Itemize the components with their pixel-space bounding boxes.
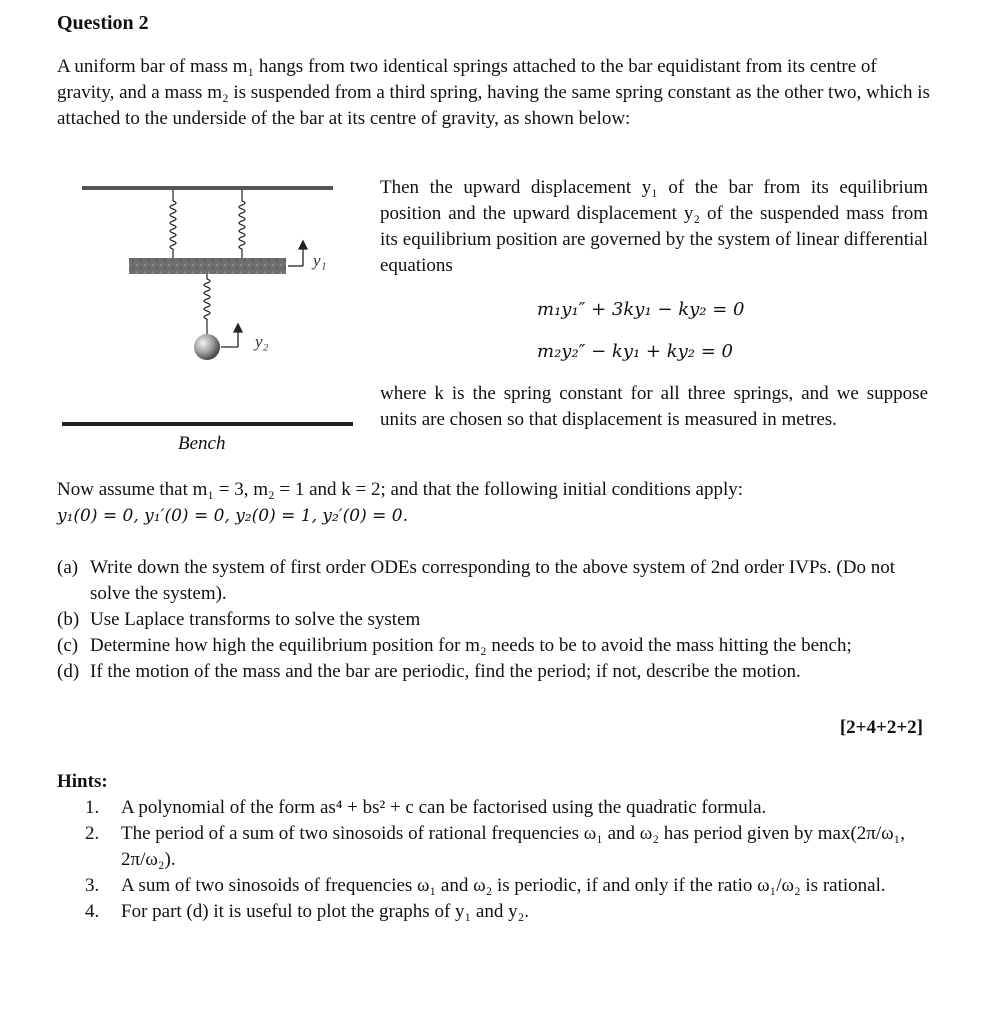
- part-label: (c): [57, 635, 79, 656]
- hint-number: 2.: [85, 823, 100, 844]
- uniform-bar: [129, 258, 286, 274]
- part-text: Write down the system of first order ODEs corresponding to the above system of 2nd order IVPs. (Do not solve the system).: [90, 557, 895, 604]
- y1-label: y₁: [313, 251, 327, 270]
- hints-list: [85, 795, 925, 925]
- question-intro: A uniform bar of mass m₁ hangs from two identical springs attached to the bar equidistant from its centre of gravity, and a mass m₂ is suspended from a third spring, having the same spring constant as the other two, which is attached to the underside of the bar at its centre of gravity, as shown below:: [57, 56, 930, 129]
- assumptions: [57, 477, 937, 529]
- part-d: [57, 659, 937, 685]
- bench-label: Bench: [178, 433, 226, 454]
- hint-number: 1.: [85, 797, 100, 818]
- assumptions-line: Now assume that m₁ = 3, m₂ = 1 and k = 2; and that the following initial conditions apply:: [57, 479, 744, 500]
- initial-conditions: y₁(0) = 0, y₁′(0) = 0, y₂(0) = 1, y₂′(0) = 0.: [57, 506, 409, 526]
- question-title: Question 2: [57, 12, 149, 34]
- part-a: [57, 555, 937, 607]
- displacement-description: Then the upward displacement y₁ of the bar from its equilibrium position and the upward displacement y₂ of the suspended mass from its equilibrium position are governed by the system of linear differential equations: [380, 177, 928, 276]
- spring-left: [170, 190, 176, 258]
- hint-item: [85, 795, 925, 821]
- hint-text: A sum of two sinosoids of frequencies ω₁ and ω₂ is periodic, if and only if the ratio ω₁/ω₂ is rational.: [121, 875, 886, 896]
- hint-text: The period of a sum of two sinosoids of rational frequencies ω₁ and ω₂ has period given by max(2π/ω₁, 2π/ω₂).: [121, 823, 906, 870]
- equation-1: m₁y₁″ + 3ky₁ − ky₂ = 0: [537, 299, 745, 320]
- question-parts: [57, 555, 937, 685]
- y2-arrow-icon: [221, 324, 242, 347]
- part-text: Determine how high the equilibrium position for m₂ needs to be to avoid the mass hitting the bench;: [90, 635, 852, 656]
- hints-title: Hints:: [57, 771, 108, 792]
- hint-item: [85, 821, 925, 873]
- part-c: [57, 633, 937, 659]
- part-label: (b): [57, 609, 80, 630]
- part-b: [57, 607, 937, 633]
- hint-item: [85, 899, 925, 925]
- part-text: Use Laplace transforms to solve the system: [90, 609, 421, 630]
- equation-2: m₂y₂″ − ky₁ + ky₂ = 0: [537, 341, 734, 362]
- hint-number: 4.: [85, 901, 100, 922]
- suspended-mass: [194, 334, 220, 360]
- part-text: If the motion of the mass and the bar are periodic, find the period; if not, describe the motion.: [90, 661, 801, 682]
- y2-label: y₂: [255, 332, 269, 351]
- hint-number: 3.: [85, 875, 100, 896]
- spring-center: [204, 274, 210, 335]
- y1-arrow-icon: [288, 241, 307, 266]
- spring-mass-figure: [55, 175, 365, 465]
- spring-right: [239, 190, 245, 258]
- hint-text: For part (d) it is useful to plot the graphs of y₁ and y₂.: [121, 901, 529, 922]
- where-text: where k is the spring constant for all three springs, and we suppose units are chosen so that displacement is measured in metres.: [380, 383, 928, 430]
- part-label: (a): [57, 557, 79, 578]
- marks-allocation: [2+4+2+2]: [839, 717, 923, 738]
- hint-text: A polynomial of the form as⁴ + bs² + c can be factorised using the quadratic formula.: [121, 797, 767, 818]
- hint-item: [85, 873, 925, 899]
- part-label: (d): [57, 661, 80, 682]
